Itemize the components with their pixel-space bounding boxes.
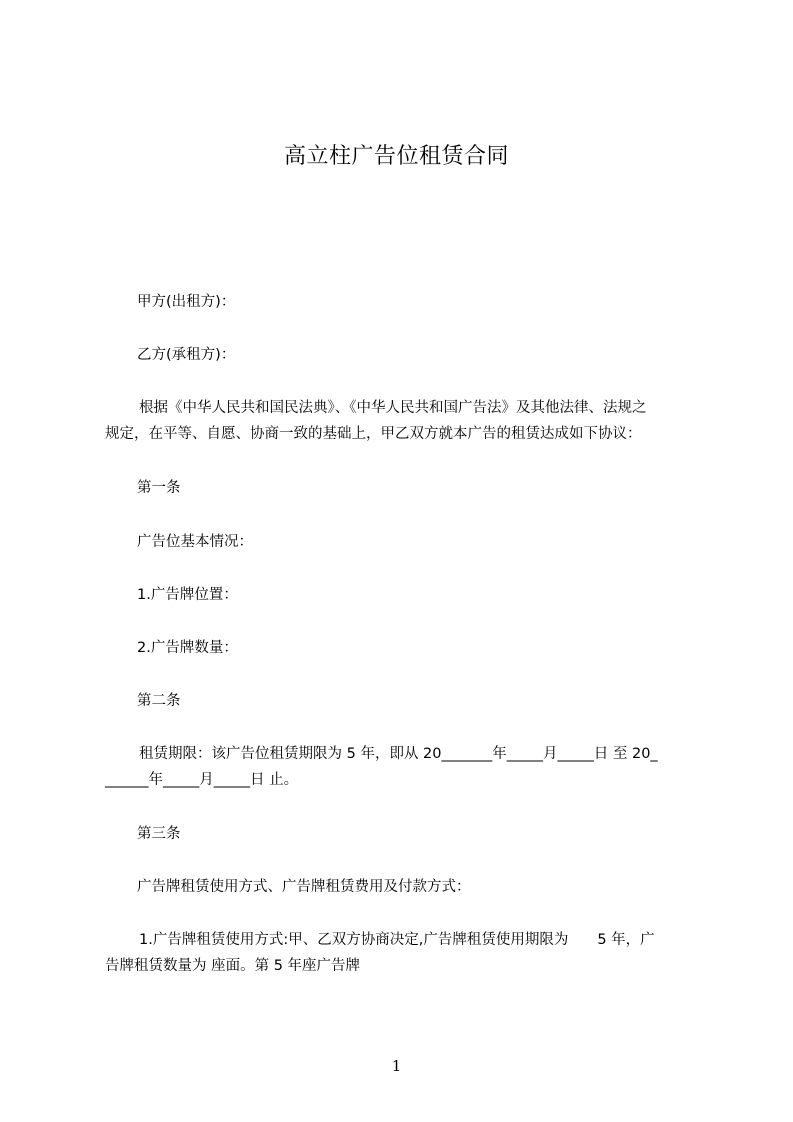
preamble-paragraph bbox=[105, 397, 705, 445]
article-1-subtitle: 广告位基本情况： bbox=[137, 534, 253, 550]
article-3-item-1-line-1: 1.广告牌租赁使用方式:甲、乙双方协商决定,广告牌租赁使用期限为 5 年，广 bbox=[139, 932, 655, 948]
preamble-line-1: 根据《中华人民共和国民法典》、《中华人民共和国广告法》及其他法律、法规之 bbox=[139, 400, 647, 416]
article-3-heading: 第三条 bbox=[137, 826, 181, 842]
article-3-subtitle: 广告牌租赁使用方式、广告牌租赁费用及付款方式： bbox=[137, 879, 471, 895]
party-b-line: 乙方(承租方)： bbox=[137, 347, 236, 363]
document-title: 高立柱广告位租赁合同 bbox=[283, 144, 509, 169]
article-1-item-1: 1.广告牌位置： bbox=[137, 587, 238, 603]
article-1-item-2: 2.广告牌数量： bbox=[137, 640, 238, 656]
preamble-line-2: 规定，在平等、自愿、协商一致的基础上，甲乙双方就本广告的租赁达成如下协议： bbox=[105, 426, 642, 442]
article-2-line-2: ______年_____月_____日 止。 bbox=[105, 772, 299, 788]
article-2-paragraph bbox=[105, 743, 705, 791]
article-2-line-1: 租赁期限：该广告位租赁期限为 5 年，即从 20_______年_____月_____日 至 20_ bbox=[139, 746, 658, 762]
article-3-item-1-line-2: 告牌租赁数量为 座面。第 5 年座广告牌 bbox=[105, 958, 361, 974]
party-a-line: 甲方(出租方)： bbox=[137, 294, 236, 310]
article-3-item-1 bbox=[105, 929, 705, 977]
page-number: 1 bbox=[391, 1057, 402, 1075]
article-2-heading: 第二条 bbox=[137, 693, 181, 709]
article-1-heading: 第一条 bbox=[137, 480, 181, 496]
